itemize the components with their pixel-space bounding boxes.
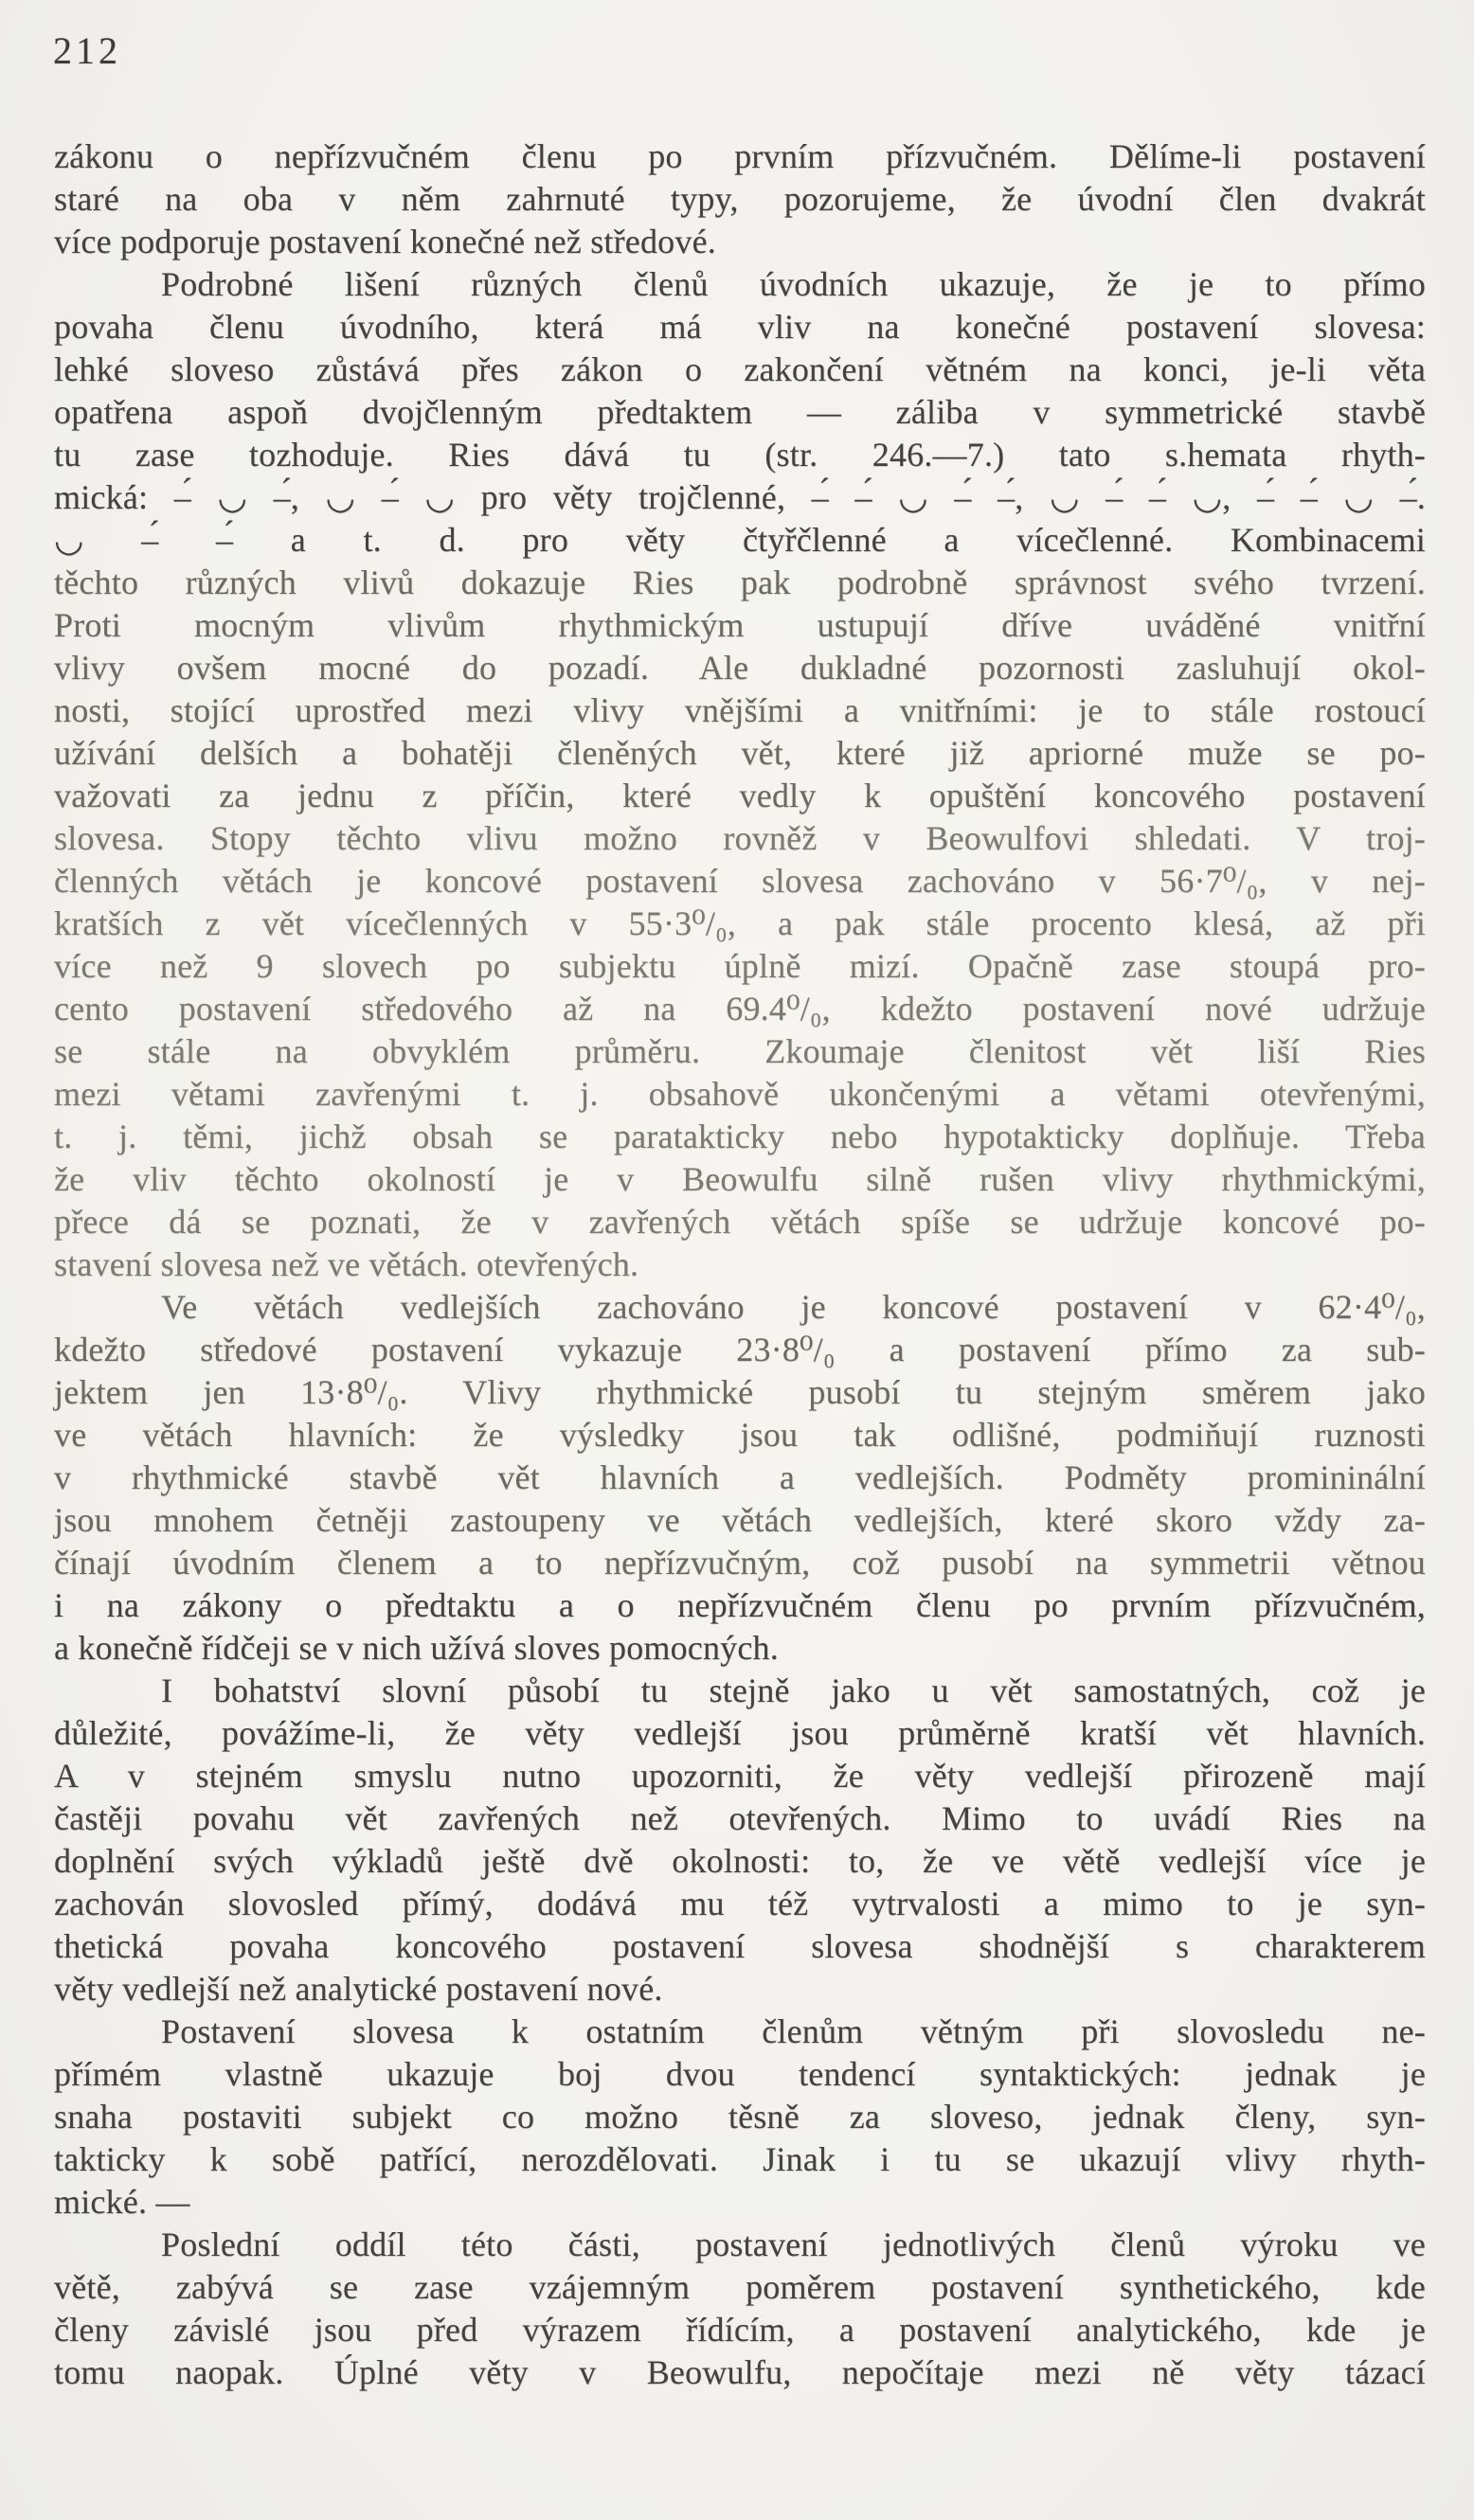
- text-line: že vliv těchto okolností je v Beowulfu silně rušen vlivy rhythmickými,: [54, 1160, 1426, 1198]
- text-line: častěji povahu vět zavřených než otevřených. Mimo to uvádí Ries na: [54, 1799, 1426, 1837]
- text-line: mezi větami zavřenými t. j. obsahově ukončenými a větami otevřenými,: [54, 1075, 1426, 1113]
- text-line: I bohatství slovní působí tu stejně jako u vět samostatných, což je: [161, 1671, 1426, 1709]
- text-line: v rhythmické stavbě vět hlavních a vedlejších. Podměty promininální: [54, 1458, 1426, 1496]
- text-line: slovesa. Stopy těchto vlivu možno rovněž v Beowulfovi shledati. V troj-: [54, 819, 1426, 857]
- text-line: Ve větách vedlejších zachováno je koncové postavení v 62·4⁰/₀,: [161, 1288, 1426, 1326]
- text-line: mické. —: [54, 2183, 190, 2221]
- text-line: zákonu o nepřízvučném členu po prvním přízvučném. Dělíme-li postavení: [54, 137, 1426, 175]
- text-line: větě, zabývá se zase vzájemným poměrem postavení synthetického, kde: [54, 2268, 1426, 2306]
- text-line: kdežto středové postavení vykazuje 23·8⁰/₀ a postavení přímo za sub-: [54, 1331, 1426, 1368]
- text-line: členných větách je koncové postavení slovesa zachováno v 56·7⁰/₀, v nej-: [54, 862, 1426, 900]
- text-line: thetická povaha koncového postavení slovesa shodnější s charakterem: [54, 1927, 1426, 1965]
- text-line: více než 9 slovech po subjektu úplně mizí. Opačně zase stoupá pro-: [54, 947, 1426, 985]
- text-line: zachován slovosled přímý, dodává mu též vytrvalosti a mimo to je syn-: [54, 1885, 1426, 1922]
- text-line: kratších z vět vícečlenných v 55·3⁰/₀, a pak stále procento klesá, až při: [54, 904, 1426, 942]
- text-line: ◡ –́ –́ a t. d. pro věty čtyřčlenné a vícečlenné. Kombinacemi: [54, 521, 1426, 559]
- text-line: t. j. těmi, jichž obsah se paratakticky nebo hypotakticky doplňuje. Třeba: [54, 1117, 1426, 1155]
- text-line: jsou mnohem četněji zastoupeny ve větách vedlejších, které skoro vždy za-: [54, 1501, 1426, 1539]
- text-line: a konečně řídčeji se v nich užívá sloves pomocných.: [54, 1629, 779, 1667]
- text-line: užívání delších a bohatěji členěných vět, které již apriorné muže se po-: [54, 734, 1426, 772]
- text-line: staré na oba v něm zahrnuté typy, pozorujeme, že úvodní člen dvakrát: [54, 180, 1426, 218]
- text-line: takticky k sobě patřící, nerozdělovati. Jinak i tu se ukazují vlivy rhyth-: [54, 2140, 1426, 2178]
- text-body: [54, 135, 1426, 2394]
- text-line: cento postavení středového až na 69.4⁰/₀, kdežto postavení nové udržuje: [54, 990, 1426, 1028]
- text-line: mická: –́ ◡ –́, ◡ –́ ◡ pro věty trojčlenné, –́ –́ ◡ –́ –́, ◡ –́ –́ ◡, –́ –́ ◡ –́.: [54, 478, 1426, 516]
- text-line: Poslední oddíl této části, postavení jednotlivých členů výroku ve: [161, 2225, 1426, 2263]
- text-line: i na zákony o předtaktu a o nepřízvučném členu po prvním přízvučném,: [54, 1586, 1426, 1624]
- page-number: 212: [53, 29, 121, 72]
- text-line: tomu naopak. Úplné věty v Beowulfu, nepočítaje mezi ně věty tázací: [54, 2353, 1426, 2391]
- text-line: Proti mocným vlivům rhythmickým ustupují dříve uváděné vnitřní: [54, 606, 1426, 644]
- text-line: jektem jen 13·8⁰/₀. Vlivy rhythmické pusobí tu stejným směrem jako: [54, 1373, 1426, 1411]
- text-line: vlivy ovšem mocné do pozadí. Ale dukladné pozornosti zasluhují okol-: [54, 649, 1426, 687]
- text-line: ve větách hlavních: že výsledky jsou tak odlišné, podmiňují ruznosti: [54, 1416, 1426, 1454]
- text-line: povaha členu úvodního, která má vliv na konečné postavení slovesa:: [54, 308, 1426, 346]
- text-line: členy závislé jsou před výrazem řídícím, a postavení analytického, kde je: [54, 2311, 1426, 2349]
- text-line: nosti, stojící uprostřed mezi vlivy vnějšími a vnitřními: je to stále rostoucí: [54, 691, 1426, 729]
- text-line: Postavení slovesa k ostatním členům větným při slovosledu ne-: [161, 2012, 1426, 2050]
- text-line: Podrobné lišení různých členů úvodních ukazuje, že je to přímo: [161, 265, 1426, 303]
- text-line: doplnění svých výkladů ještě dvě okolnosti: to, že ve větě vedlejší více je: [54, 1842, 1426, 1880]
- text-line: opatřena aspoň dvojčlenným předtaktem — záliba v symmetrické stavbě: [54, 393, 1426, 431]
- text-line: věty vedlejší než analytické postavení nové.: [54, 1970, 663, 2008]
- text-line: více podporuje postavení konečné než středové.: [54, 223, 716, 260]
- text-line: stavení slovesa než ve větách. otevřených.: [54, 1245, 639, 1283]
- text-line: snaha postaviti subjekt co možno těsně za sloveso, jednak členy, syn-: [54, 2098, 1426, 2136]
- text-line: lehké sloveso zůstává přes zákon o zakončení větném na konci, je-li věta: [54, 350, 1426, 388]
- text-line: přece dá se poznati, že v zavřených větách spíše se udržuje koncové po-: [54, 1203, 1426, 1241]
- text-line: važovati za jednu z příčin, které vedly k opuštění koncového postavení: [54, 777, 1426, 814]
- text-line: tu zase tozhoduje. Ries dává tu (str. 246.—7.) tato s.hemata rhyth-: [54, 436, 1426, 474]
- text-line: A v stejném smyslu nutno upozorniti, že věty vedlejší přirozeně mají: [54, 1757, 1426, 1795]
- text-line: přímém vlastně ukazuje boj dvou tendencí syntaktických: jednak je: [54, 2055, 1426, 2093]
- text-line: se stále na obvyklém průměru. Zkoumaje členitost vět liší Ries: [54, 1032, 1426, 1070]
- text-line: důležité, povážíme-li, že věty vedlejší jsou průměrně kratší vět hlavních.: [54, 1714, 1426, 1752]
- text-line: čínají úvodním členem a to nepřízvučným, což pusobí na symmetrii větnou: [54, 1544, 1426, 1582]
- text-line: těchto různých vlivů dokazuje Ries pak podrobně správnost svého tvrzení.: [54, 563, 1426, 601]
